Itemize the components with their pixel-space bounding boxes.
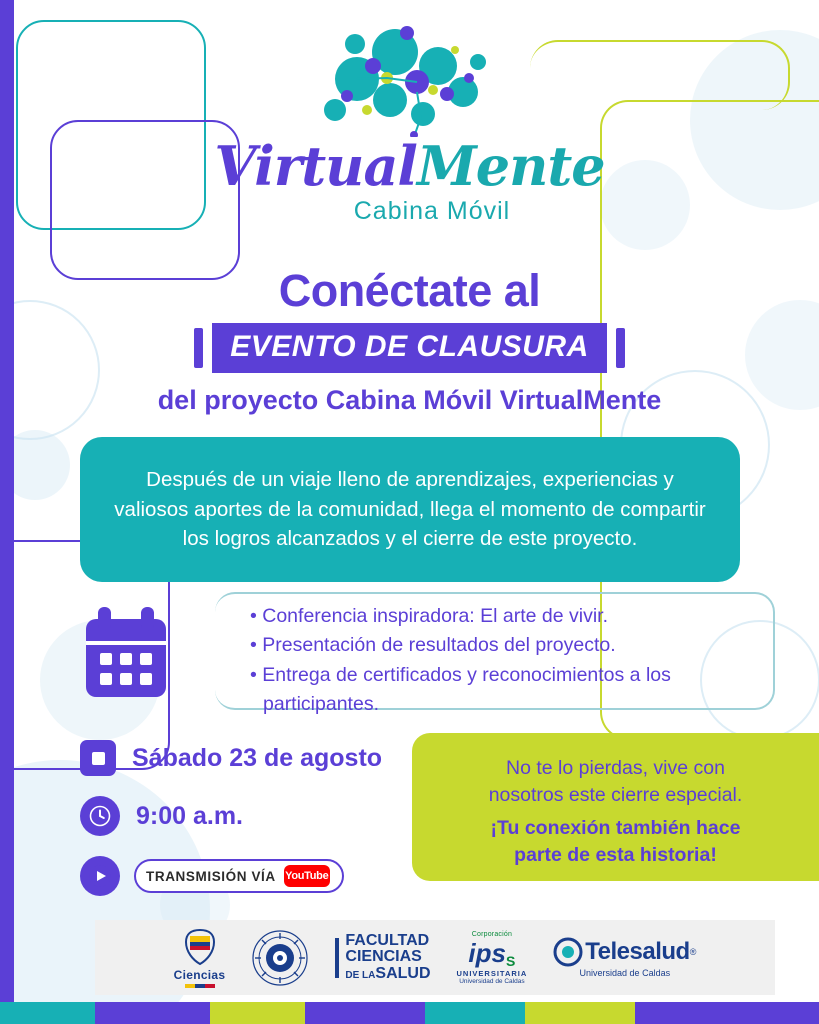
headline-banner: EVENTO DE CLAUSURA xyxy=(212,323,606,373)
list-item: • Entrega de certificados y reconocimientos a los participantes. xyxy=(250,661,750,720)
brain-network-icon xyxy=(295,22,525,137)
callout-box xyxy=(412,733,819,881)
universidad-de-caldas-logo xyxy=(251,929,309,987)
callout-strong1: ¡Tu conexión también hace xyxy=(490,816,741,839)
brand-name-part2: Mente xyxy=(416,134,605,198)
ips-universitaria-logo: Corporación ips S UNIVERSITARIA Universidad de Caldas xyxy=(456,930,528,985)
event-details xyxy=(80,740,382,916)
event-date: Sábado 23 de agosto xyxy=(132,743,383,772)
ciencias-logo xyxy=(174,928,226,988)
callout-line1: No te lo pierdas, vive con xyxy=(506,757,725,779)
telesalud-sublabel: Universidad de Caldas xyxy=(579,968,671,978)
list-item: • Presentación de resultados del proyecto. xyxy=(250,631,750,660)
university-seal-icon xyxy=(251,929,309,987)
broadcast-label: TRANSMISIÓN VÍA xyxy=(146,868,276,884)
calendar-small-icon xyxy=(80,740,116,776)
agenda-list xyxy=(250,602,750,719)
telesalud-label: Telesalud xyxy=(585,938,690,965)
detail-broadcast-row[interactable] xyxy=(80,856,382,896)
brand-subtitle: Cabina Móvil xyxy=(353,197,511,225)
youtube-logo-icon[interactable] xyxy=(284,865,330,887)
detail-date-row xyxy=(80,740,382,776)
brand-name-part1: Virtual xyxy=(214,134,417,198)
play-icon[interactable] xyxy=(80,856,120,896)
banner-tick-right xyxy=(616,328,625,368)
callout-strong2: parte de esta historia! xyxy=(514,843,717,866)
ciencias-label: Ciencias xyxy=(173,967,226,982)
telesalud-mark-icon xyxy=(553,937,583,967)
brand-logo xyxy=(0,22,819,226)
banner-tick-left xyxy=(194,328,203,368)
telesalud-logo: Telesalud ® Universidad de Caldas xyxy=(553,937,696,978)
clock-icon xyxy=(80,796,120,836)
colombia-shield-icon xyxy=(183,928,217,966)
headline-line1: Conéctate al xyxy=(278,265,541,316)
brand-wordmark xyxy=(214,134,605,198)
youtube-pill[interactable] xyxy=(134,859,344,893)
headline-line3: del proyecto Cabina Móvil VirtualMente xyxy=(157,385,662,415)
list-item: • Conferencia inspiradora: El arte de vivir. xyxy=(250,602,750,631)
bottom-color-strip xyxy=(0,1002,819,1024)
headline-block xyxy=(0,265,819,416)
facultad-ciencias-salud-logo: FACULTAD CIENCIAS DE LASALUD xyxy=(335,933,430,982)
event-time: 9:00 a.m. xyxy=(136,801,244,830)
youtube-label: YouTube xyxy=(285,870,329,882)
footer-logos xyxy=(95,920,775,995)
detail-time-row xyxy=(80,796,382,836)
calendar-icon xyxy=(80,605,172,705)
callout-line2: nosotros este cierre especial. xyxy=(488,784,743,807)
intro-paragraph: Después de un viaje lleno de aprendizajes, experiencias y valiosos aportes de la comunidad, llega el momento de compartir los logros alcanzados y el cierre de este proyecto. xyxy=(80,437,740,582)
headline-banner-row xyxy=(0,323,819,373)
